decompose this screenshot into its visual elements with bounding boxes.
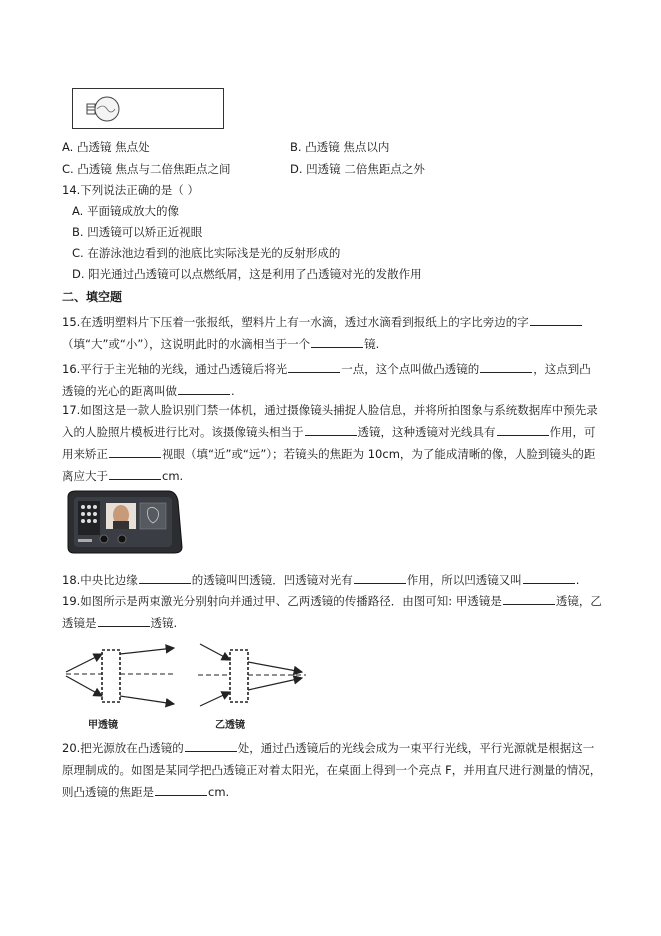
lens-b	[198, 644, 306, 706]
q16-text-1: 16.平行于主光轴的光线，通过凸透镜后将光	[62, 362, 288, 376]
q19-text-3: 透镜.	[150, 616, 178, 630]
q18-text-4: .	[575, 573, 580, 587]
question-18	[62, 572, 579, 588]
answer-blank[interactable]	[497, 425, 549, 436]
q14-stem: 14.下列说法正确的是（ ）	[62, 183, 199, 197]
q17-text-4: 视眼（填“近”或“远”）；若镜头的焦距为 10cm，为了能成清晰的像，人脸到镜头的距离应大于	[62, 447, 596, 483]
answer-blank[interactable]	[288, 362, 340, 373]
answer-blank[interactable]	[523, 573, 575, 584]
answer-blank[interactable]	[98, 616, 150, 627]
q16-text-3: ，这点到凸透镜的光心的距离叫做	[62, 362, 591, 398]
q17-text-1: 17.如图这是一款人脸识别门禁一体机，通过摄像镜头捕捉人脸信息，并将所拍图象与系统数据库中预先录入的人脸照片模板进行比对。该摄像镜头相当于	[62, 403, 598, 439]
question-19	[62, 590, 602, 634]
q18-text-1: 18.中央比边缘	[62, 573, 138, 587]
answer-blank[interactable]	[305, 425, 357, 436]
lens-b-label: 乙透镜	[215, 720, 245, 731]
lens-a	[66, 648, 174, 704]
q20-text-2: 处，通过凸透镜后的光线会成为一束平行光线，平行光源就是根据这一原理制成的。如图是某同学把凸透镜正对着太阳光，在桌面上得到一个亮点 F，并用直尺进行测量的情况，则凸透镜的焦距是	[62, 741, 602, 799]
q17-text-3: 作用，可用来矫正	[62, 425, 596, 461]
section-heading: 二、填空题	[62, 290, 123, 304]
q17-text-5: cm.	[162, 469, 184, 483]
answer-blank[interactable]	[354, 573, 406, 584]
q13-option-d: D. 凹透镜 二倍焦距点之外	[290, 162, 425, 176]
answer-blank[interactable]	[139, 573, 191, 584]
question-17	[62, 399, 602, 487]
answer-blank[interactable]	[530, 315, 582, 326]
q14-option-b: B. 凹透镜可以矫正近视眼	[72, 225, 203, 239]
question-16	[62, 358, 602, 402]
answer-blank[interactable]	[109, 469, 161, 480]
question-20	[62, 737, 602, 803]
answer-blank[interactable]	[480, 362, 532, 373]
answer-blank[interactable]	[311, 337, 363, 348]
q13-option-b: B. 凸透镜 焦点以内	[290, 140, 390, 154]
q15-text-2: （填“大”或“小”），这说明此时的水滴相当于一个	[62, 337, 311, 351]
q18-text-3: 作用，所以凹透镜又叫	[406, 573, 522, 587]
q20-text-1: 20.把光源放在凸透镜的	[62, 741, 184, 755]
q19-text-1: 19.如图所示是两束激光分别射向并通过甲、乙两透镜的传播路径．由图可知: 甲透镜是	[62, 594, 502, 608]
q14-option-c: C. 在游泳池边看到的池底比实际浅是光的反射形成的	[72, 246, 341, 260]
bulb-figure	[72, 88, 224, 129]
q16-text-4: .	[231, 384, 235, 398]
q15-text-3: 镜.	[364, 337, 380, 351]
q19-text-2: 透镜，乙透镜是	[62, 594, 602, 630]
q16-text-2: 一点，这个点叫做凸透镜的	[341, 362, 480, 376]
face-recognition-device-image	[64, 489, 184, 555]
q13-option-a: A. 凸透镜 焦点处	[62, 140, 150, 154]
light-bulb-icon	[73, 89, 223, 128]
q14-option-a: A. 平面镜成放大的像	[72, 204, 179, 218]
answer-blank[interactable]	[185, 741, 237, 752]
answer-blank[interactable]	[503, 594, 555, 605]
q20-text-3: cm.	[208, 785, 230, 799]
q14-option-d: D. 阳光通过凸透镜可以点燃纸屑，这是利用了凸透镜对光的发散作用	[72, 267, 422, 281]
lens-a-label: 甲透镜	[88, 720, 118, 731]
question-15	[62, 311, 602, 355]
answer-blank[interactable]	[155, 785, 207, 796]
q13-option-c: C. 凸透镜 焦点与二倍焦距点之间	[62, 162, 231, 176]
q18-text-2: 的透镜叫凹透镜．凹透镜对光有	[191, 573, 353, 587]
q15-text-1: 15.在透明塑料片下压着一张报纸，塑料片上有一水滴，透过水滴看到报纸上的字比旁边的字	[62, 315, 529, 329]
q17-text-2: 透镜，这种透镜对光线具有	[357, 425, 496, 439]
answer-blank[interactable]	[178, 384, 230, 395]
answer-blank[interactable]	[109, 447, 161, 458]
